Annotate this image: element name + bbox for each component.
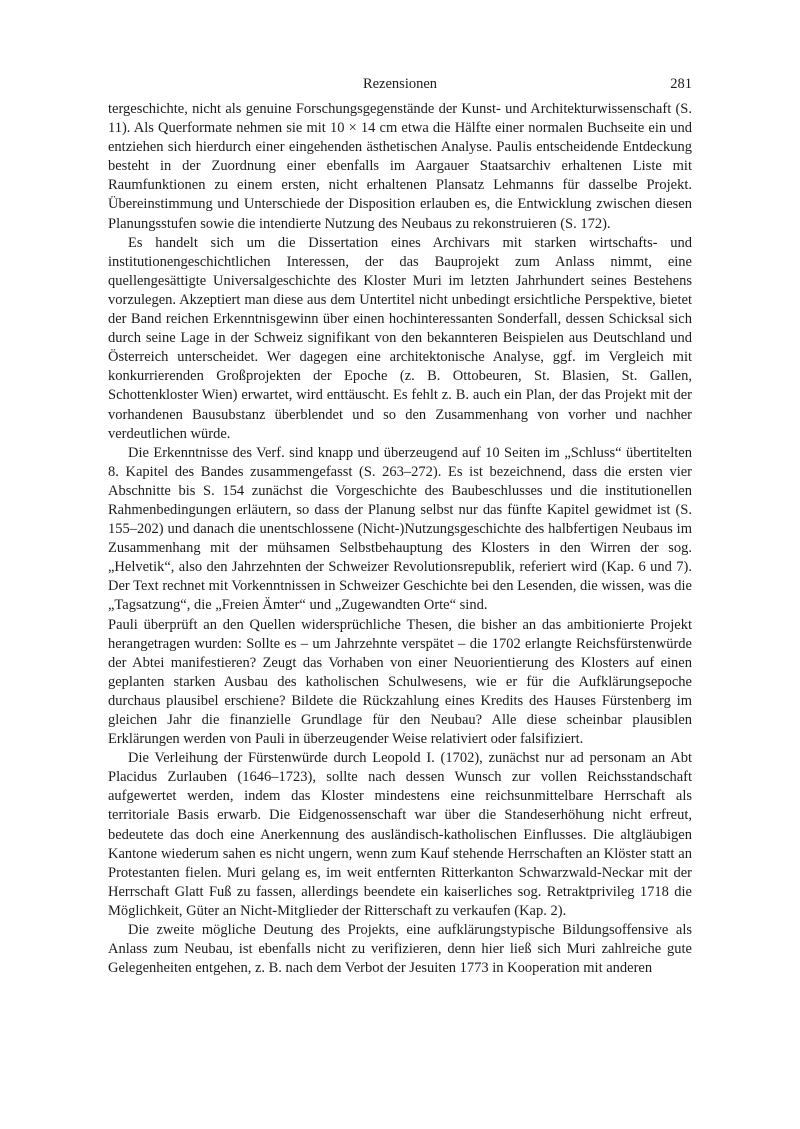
paragraph-dissertation: Es handelt sich um die Dissertation eines Archivars mit starken wirtschafts- und institutionengeschichtlichen Interessen, der das Bauprojekt zum Anlass nimmt, eine quellengesättigte Universalgeschichte des Kloster Muri im letzten Jahrhundert seines Bestehens vorzulegen. Akzeptiert man diese aus dem Untertitel nicht unbedingt ersichtliche Perspektive, bietet der Band reichen Erkenntnisgewinn über einen hochinteressanten Sonderfall, dessen Schicksal sich durch seine Lage in der Schweiz signifikant von den bekannteren Beispielen aus Deutschland und Österreich unterscheidet. Wer dagegen eine architektonische Analyse, ggf. im Vergleich mit konkurrierenden Großprojekten der Epoche (z. B. Ottobeuren, St. Blasien, St. Gallen, Schottenkloster Wien) erwartet, wird enttäuscht. Es fehlt z. B. auch ein Plan, der das Projekt mit der vorhandenen Bausubstanz überblendet und so den Zusammenhang von vorher und nachher verdeutlichen würde. — [108, 234, 692, 442]
paragraph-continuation: tergeschichte, nicht als genuine Forschungsgegenstände der Kunst- und Architekturwissenschaft (S. 11). Als Querformate nehmen sie mit 10 × 14 cm etwa die Hälfte einer normalen Buchseite ein und entziehen sich hierdurch einer eingehenden ästhetischen Analyse. Paulis entscheidende Entdeckung besteht in der Zuordnung einer ebenfalls im Aargauer Staatsarchiv erhaltenen Liste mit Raumfunktionen zu einem ersten, nicht erhaltenen Plansatz Lehmanns für dasselbe Projekt. Übereinstimmung und Unterschiede der Disposition erlauben es, die Entwicklung zwischen diesen Planungsstufen sowie die intendierte Nutzung des Neubaus zu rekonstruieren (S. 172). — [108, 101, 692, 232]
paragraph-fuerstenwuerde: Die Verleihung der Fürstenwürde durch Leopold I. (1702), zunächst nur ad personam an Abt Placidus Zurlauben (1646–1723), sollte nach dessen Wunsch zur vollen Reichsstandschaft aufgewertet werden, indem das Kloster mindestens eine reichsunmittelbare Herrschaft als territoriale Basis erwarb. Die Eidgenossenschaft war über die Standeserhöhung nicht erfreut, bedeutete das doch eine Anerkennung des ausländisch-katholischen Einflusses. Die altgläubigen Kantone wiederum sahen es nicht ungern, wenn zum Kauf stehende Herrschaften an Klöster statt an Protestanten fielen. Muri gelang es, im weit entfernten Ritterkanton Schwarzwald-Neckar mit der Herrschaft Glatt Fuß zu fassen, allerdings beendete ein kaiserliches sog. Retraktprivileg 1718 die Möglichkeit, Güter an Nicht-Mitglieder der Ritterschaft zu verkaufen (Kap. 2). — [108, 750, 692, 919]
running-head — [108, 76, 692, 96]
paragraph-findings: Die Erkenntnisse des Verf. sind knapp und überzeugend auf 10 Seiten im „Schluss“ übertitelten 8. Kapitel des Bandes zusammengefasst (S. 263–272). Es ist bezeichnend, dass die ersten vier Abschnitte bis S. 154 zunächst die Vorgeschichte des Baubeschlusses und die institutionellen Rahmenbedingungen erläutern, so dass der Planung selbst nur das fünfte Kapitel gewidmet ist (S. 155–202) und danach die unentschlossene (Nicht-)Nutzungsgeschichte des halbfertigen Neubaus im Zusammenhang mit der mühsamen Selbstbehauptung des Klosters in den Wirren der sog. „Helvetik“, also den Jahrzehnten der Schweizer Revolutionsrepublik, referiert wird (Kap. 6 und 7). Der Text rechnet mit Vorkenntnissen in Schweizer Geschichte bei den Lesenden, die wissen, was die „Tagsatzung“, die „Freien Ämter“ und „Zugewandten Orte“ sind. — [108, 444, 692, 614]
paragraph-bildungsoffensive: Die zweite mögliche Deutung des Projekts, eine aufklärungstypische Bildungsoffensive als Anlass zum Neubau, ist ebenfalls nicht zu verifizieren, denn hier ließ sich Muri zahlreiche gute Gelegenheiten entgehen, z. B. nach dem Verbot der Jesuiten 1773 in Kooperation mit anderen — [108, 922, 692, 977]
paragraph-theses: Pauli überprüft an den Quellen widersprüchliche Thesen, die bisher an das ambitionierte Projekt herangetragen wurden: Sollte es – um Jahrzehnte verspätet – die 1702 erlangte Reichsfürstenwürde der Abtei manifestieren? Zeugt das Vorhaben von einer Neuorientierung des Klosters auf einen geplanten starken Ausbau des katholischen Schulwesens, wie er für die Aufklärungsepoche durchaus plausibel erschiene? Bildete die Rückzahlung eines Kredits des Hauses Fürstenberg im gleichen Jahr die finanzielle Grundlage für den Neubau? Alle diese scheinbar plausiblen Erklärungen werden von Pauli in überzeugender Weise relativiert oder falsifiziert. — [108, 616, 692, 748]
running-title: Rezensionen — [362, 76, 438, 92]
page-number: 281 — [670, 76, 692, 92]
body-text — [108, 100, 692, 978]
